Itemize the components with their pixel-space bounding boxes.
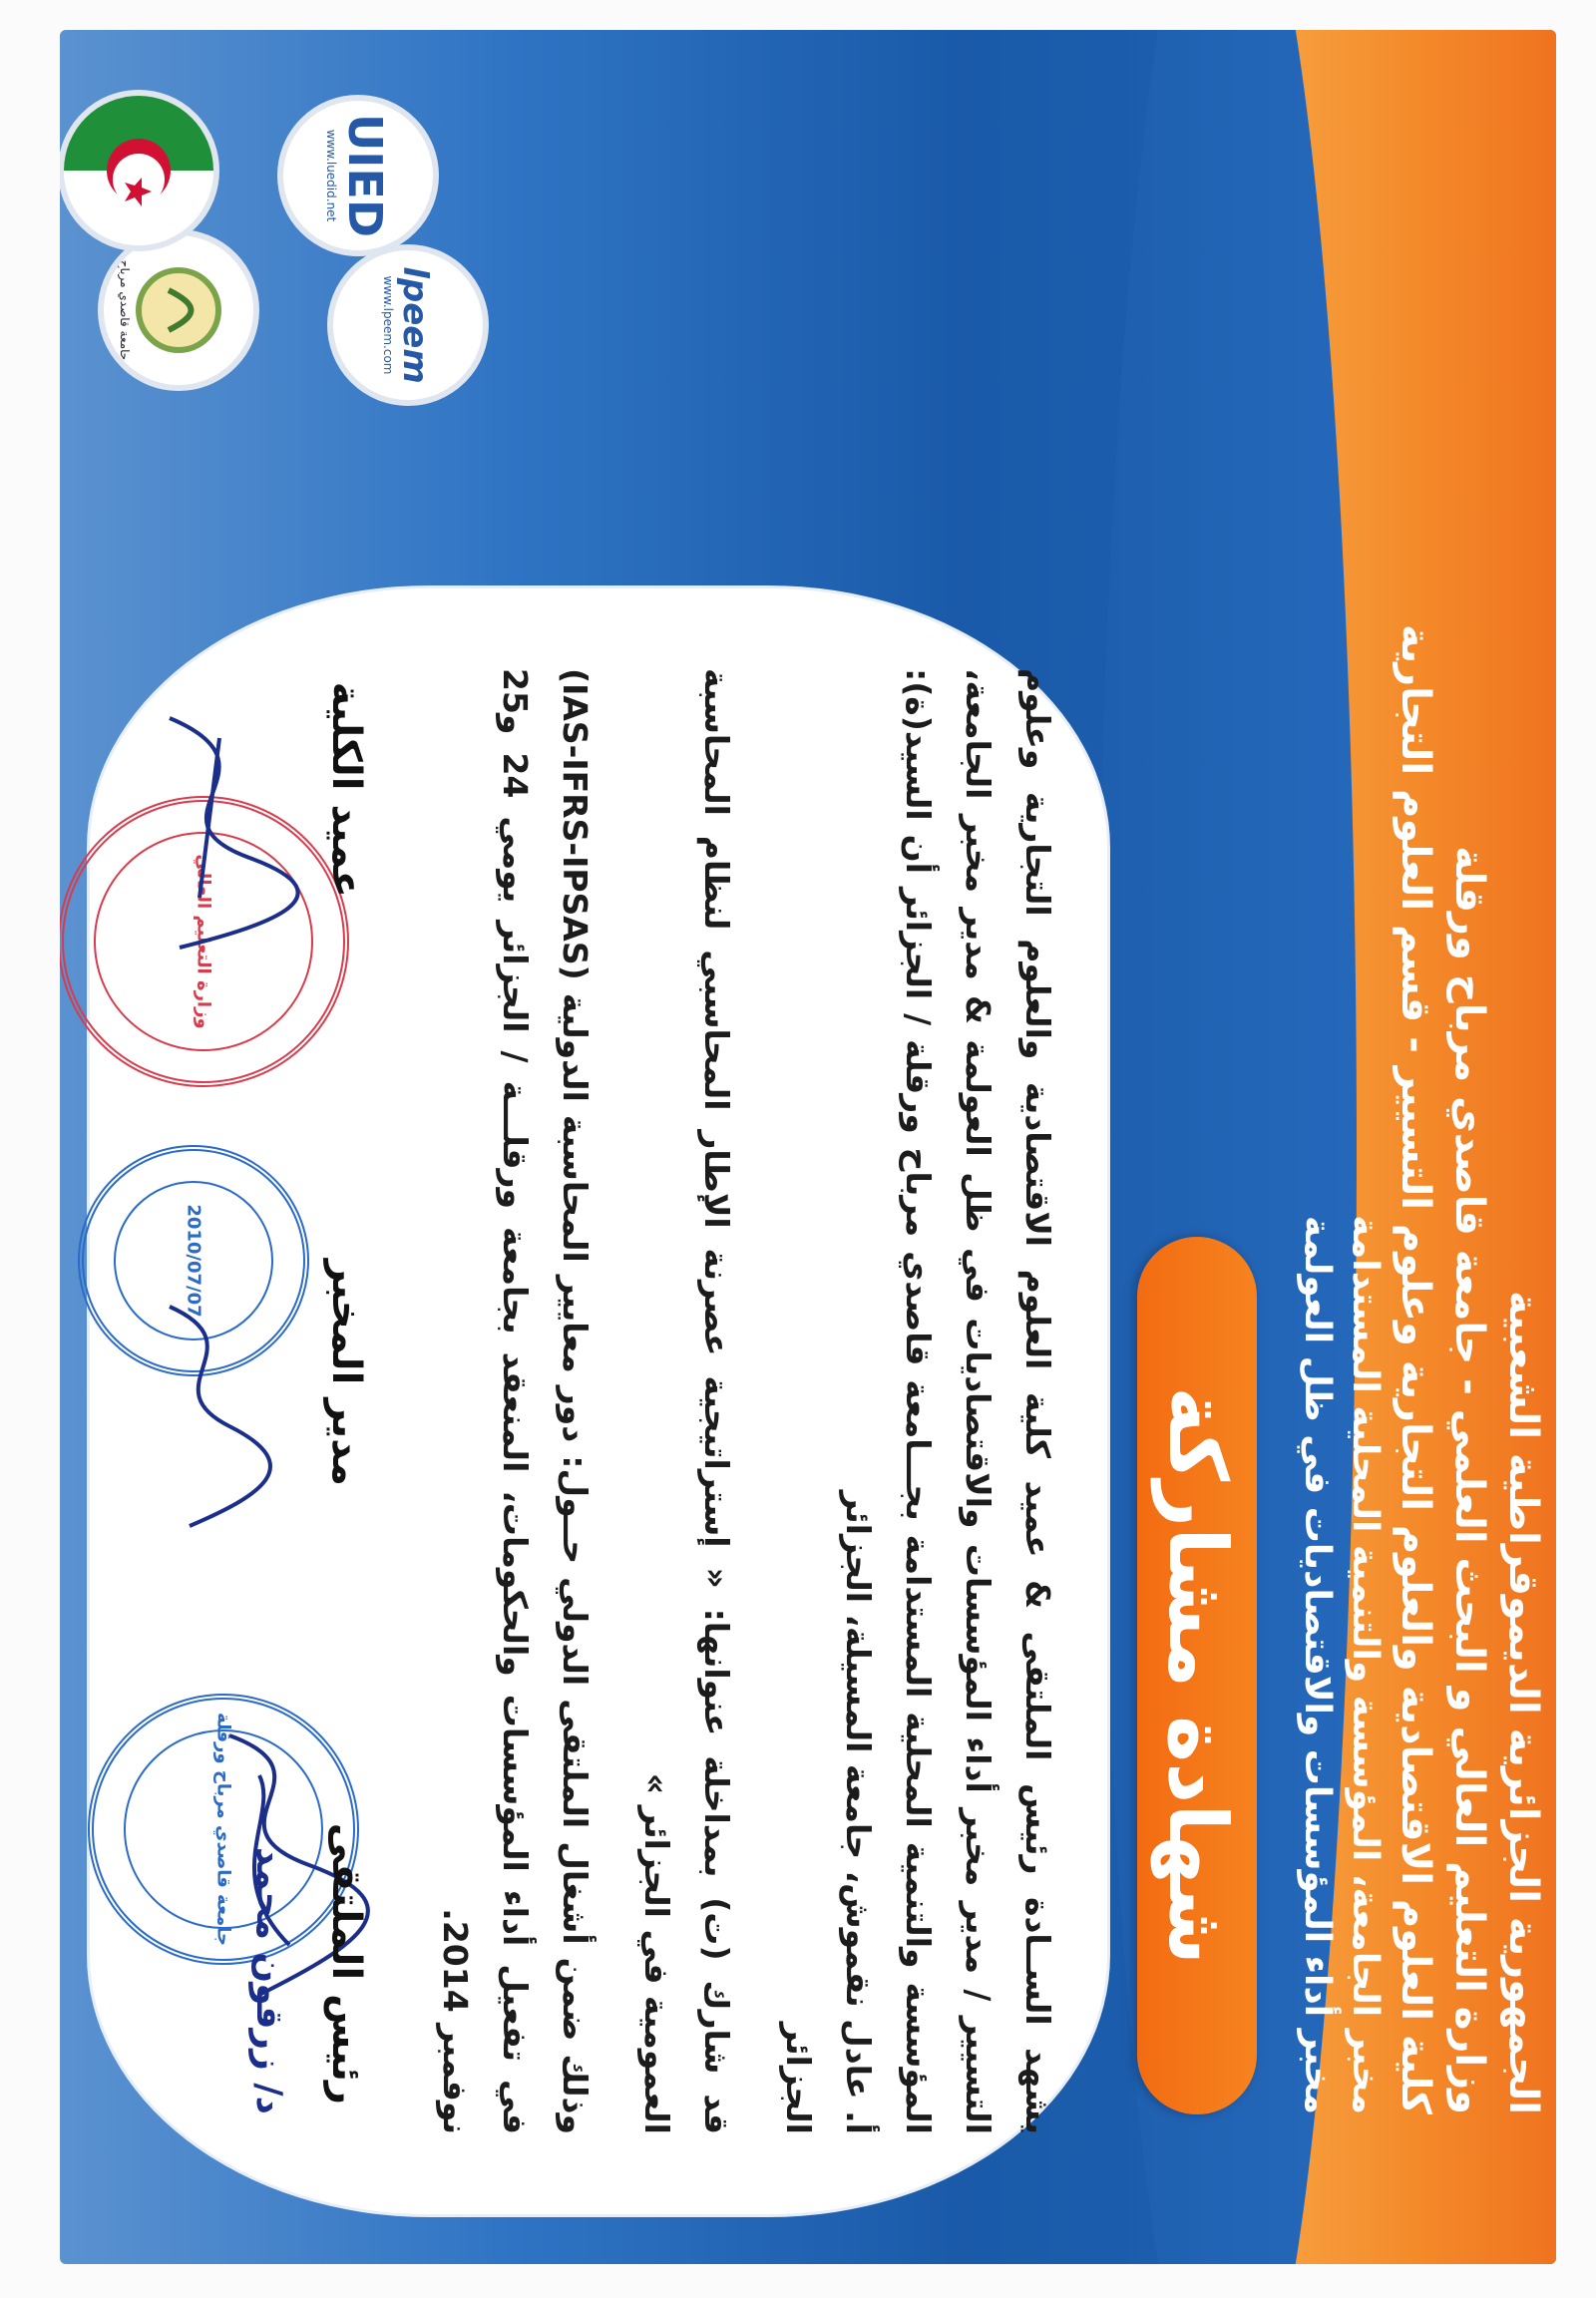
algeria-flag-logo (60, 90, 219, 251)
university-logo: جامعة قاصدي مرباح (98, 229, 259, 391)
algeria-flag-icon (64, 96, 213, 245)
lab-director-title: مدير المخبر (323, 1259, 369, 1486)
dean-title: عميد الكلية (323, 681, 369, 898)
lab-stamp: 2010/07/07 (78, 1145, 309, 1376)
logos-group (80, 70, 519, 529)
header-line-faculty: كلية العلوم الاقتصادية والعلوم التجارية وعلوم التسيير - قسم العلوم التجارية (1393, 623, 1438, 2114)
signatures-block (90, 668, 369, 2134)
dean-signature (130, 698, 309, 958)
university-emblem-icon (129, 260, 228, 360)
header-line-republic: الجمهورية الجزائرية الديموقراطية الشعبية (1500, 1291, 1546, 2114)
header-line-lab1: مخبر الجامعة، المؤسسة والتنمية المحلية المستدامة (1345, 1215, 1386, 2114)
lab-director-signature (130, 1297, 289, 1536)
header-line-ministry: وزارة التعليم العالي و البحث العلمي - جامعة قاصدي مرباح ورقلة (1446, 846, 1492, 2114)
uied-logo: UIED www.luedid.net (277, 95, 439, 256)
university-stamp: جامعة قاصدي مرباح ورقلة (88, 1694, 359, 1965)
chair-name: د/ زرقون محمد (248, 1846, 289, 2114)
certificate-title: شهادة مشاركة (1137, 1237, 1257, 2114)
faculty-stamp: وزارة التعليم العالي (60, 796, 349, 1087)
body-paragraph-attestation: يشهد الســادة رئيس الملتقى & عميد كلية العلوم الاقتصادية والعلوم التجارية وعلوم التسيير / مدير مخبر أداء المؤسسات والاقتصاديات في ظل العولمة & مدير مخبر الجامعة، المؤسسة والتنمية المحلية المستدامة بجـــامعة قاصدي مرباح ورقلة / الجزائر أن السيد(ة): أ. عادل نقموش، جامعة المسيلة، الجزائر (839, 668, 1057, 2134)
chair-title: رئيس الملتقى (323, 1822, 369, 2105)
header-line-lab2: مخبر أداء المؤسسات والاقتصاديات في ظل العولمة (1297, 1215, 1338, 2114)
body-paragraph-conference: وذلك ضمن أشغال الملتقى الدولي حــول: دور معايير المحاسبة الدولية (IAS-IFRS-IPSAS) في تفعيل أداء المؤسسات والحكومات، المنعقد بجامعة ورقلـــة / الجزائر يومي 24 و25 نوفمبر 2014. (436, 668, 595, 2134)
certificate (60, 30, 1556, 2264)
lpeem-logo: lpeem www.lpeem.com (327, 244, 489, 406)
body-paragraph-participation: قد شارك (ت) بمداخلة عنوانها: « إستراتيجية عصرنة الإطار المحاسبي لنظام المحاسبة العمومية في الجزائر » (637, 668, 736, 2134)
header-text (1293, 120, 1550, 2114)
body-paragraph-country: الجزائر (779, 2022, 818, 2134)
certificate-body (425, 668, 1067, 2134)
